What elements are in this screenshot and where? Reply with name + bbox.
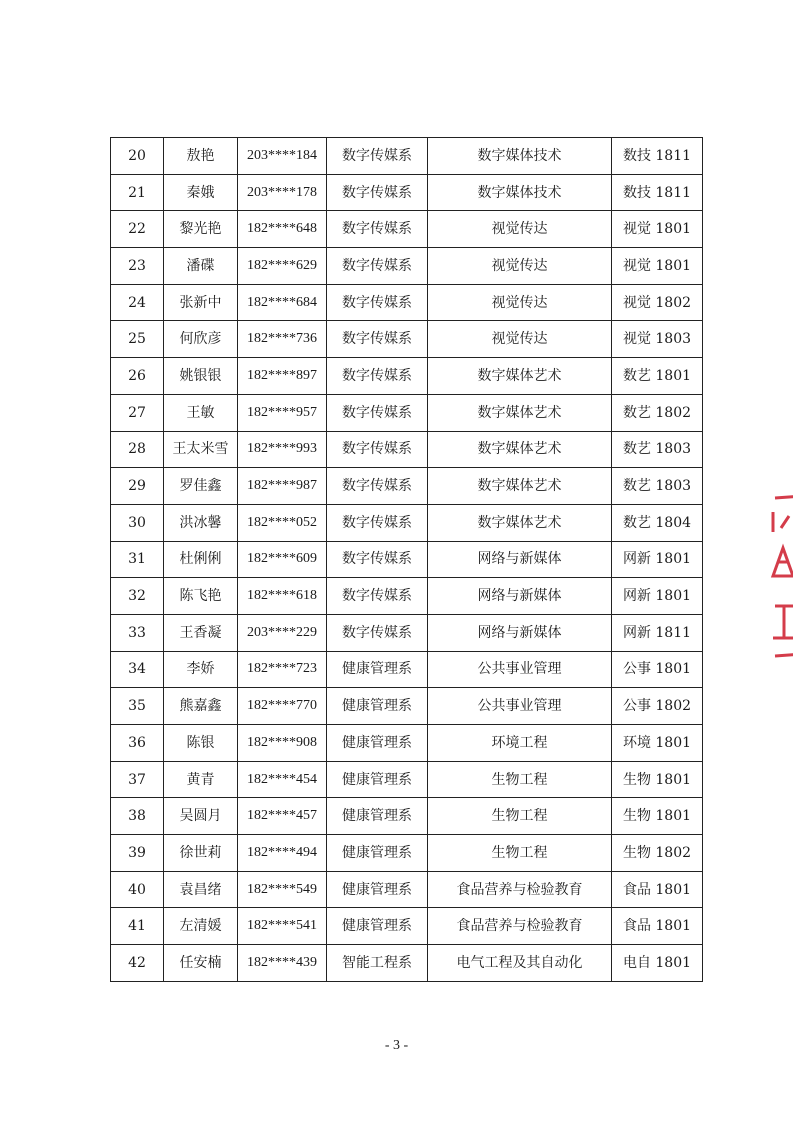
cell-phone: 203****229 bbox=[238, 614, 327, 651]
cell-phone: 203****178 bbox=[238, 174, 327, 211]
cell-name: 王太米雪 bbox=[164, 431, 238, 468]
table-row bbox=[111, 248, 703, 285]
cell-name: 罗佳鑫 bbox=[164, 468, 238, 505]
table-row bbox=[111, 871, 703, 908]
cell-no: 27 bbox=[111, 394, 164, 431]
red-seal-fragment bbox=[763, 488, 793, 658]
cell-major: 电气工程及其自动化 bbox=[428, 945, 612, 982]
cell-name: 熊嘉鑫 bbox=[164, 688, 238, 725]
cell-class: 视觉 1802 bbox=[612, 284, 703, 321]
cell-name: 李娇 bbox=[164, 651, 238, 688]
cell-phone: 182****957 bbox=[238, 394, 327, 431]
cell-name: 张新中 bbox=[164, 284, 238, 321]
cell-no: 26 bbox=[111, 358, 164, 395]
cell-no: 33 bbox=[111, 614, 164, 651]
cell-class: 视觉 1801 bbox=[612, 248, 703, 285]
cell-name: 秦娥 bbox=[164, 174, 238, 211]
cell-name: 吴圆月 bbox=[164, 798, 238, 835]
table-row bbox=[111, 835, 703, 872]
cell-no: 41 bbox=[111, 908, 164, 945]
student-roster-table bbox=[110, 137, 703, 982]
table-row bbox=[111, 761, 703, 798]
table-row bbox=[111, 541, 703, 578]
cell-name: 袁昌绪 bbox=[164, 871, 238, 908]
cell-class: 电自 1801 bbox=[612, 945, 703, 982]
cell-no: 24 bbox=[111, 284, 164, 321]
cell-no: 34 bbox=[111, 651, 164, 688]
cell-no: 25 bbox=[111, 321, 164, 358]
cell-no: 32 bbox=[111, 578, 164, 615]
cell-dept: 数字传媒系 bbox=[327, 394, 428, 431]
cell-name: 徐世莉 bbox=[164, 835, 238, 872]
cell-class: 视觉 1803 bbox=[612, 321, 703, 358]
cell-major: 网络与新媒体 bbox=[428, 578, 612, 615]
cell-no: 42 bbox=[111, 945, 164, 982]
cell-dept: 数字传媒系 bbox=[327, 431, 428, 468]
cell-no: 36 bbox=[111, 725, 164, 762]
cell-phone: 182****494 bbox=[238, 835, 327, 872]
cell-dept: 数字传媒系 bbox=[327, 284, 428, 321]
cell-dept: 健康管理系 bbox=[327, 871, 428, 908]
roster-body bbox=[111, 138, 703, 982]
table-row bbox=[111, 651, 703, 688]
cell-class: 数艺 1804 bbox=[612, 504, 703, 541]
cell-major: 视觉传达 bbox=[428, 284, 612, 321]
page-number: - 3 - bbox=[384, 1038, 409, 1053]
cell-no: 37 bbox=[111, 761, 164, 798]
cell-name: 陈银 bbox=[164, 725, 238, 762]
cell-major: 视觉传达 bbox=[428, 211, 612, 248]
cell-major: 生物工程 bbox=[428, 835, 612, 872]
cell-major: 数字媒体技术 bbox=[428, 174, 612, 211]
cell-major: 网络与新媒体 bbox=[428, 614, 612, 651]
cell-phone: 182****684 bbox=[238, 284, 327, 321]
cell-phone: 182****993 bbox=[238, 431, 327, 468]
cell-major: 视觉传达 bbox=[428, 321, 612, 358]
cell-name: 杜俐俐 bbox=[164, 541, 238, 578]
cell-no: 29 bbox=[111, 468, 164, 505]
cell-class: 生物 1801 bbox=[612, 798, 703, 835]
cell-dept: 数字传媒系 bbox=[327, 578, 428, 615]
table-row bbox=[111, 725, 703, 762]
table-row bbox=[111, 358, 703, 395]
cell-dept: 健康管理系 bbox=[327, 835, 428, 872]
cell-no: 35 bbox=[111, 688, 164, 725]
cell-phone: 182****723 bbox=[238, 651, 327, 688]
cell-class: 网新 1801 bbox=[612, 578, 703, 615]
cell-dept: 数字传媒系 bbox=[327, 138, 428, 175]
cell-phone: 182****052 bbox=[238, 504, 327, 541]
cell-class: 数艺 1801 bbox=[612, 358, 703, 395]
cell-no: 21 bbox=[111, 174, 164, 211]
cell-major: 食品营养与检验教育 bbox=[428, 871, 612, 908]
cell-major: 数字媒体技术 bbox=[428, 138, 612, 175]
table-row bbox=[111, 284, 703, 321]
cell-phone: 182****897 bbox=[238, 358, 327, 395]
cell-class: 网新 1801 bbox=[612, 541, 703, 578]
cell-major: 生物工程 bbox=[428, 798, 612, 835]
cell-major: 食品营养与检验教育 bbox=[428, 908, 612, 945]
cell-dept: 数字传媒系 bbox=[327, 358, 428, 395]
cell-dept: 数字传媒系 bbox=[327, 174, 428, 211]
table-row bbox=[111, 908, 703, 945]
table-row bbox=[111, 945, 703, 982]
cell-phone: 182****987 bbox=[238, 468, 327, 505]
table-row bbox=[111, 578, 703, 615]
table-row bbox=[111, 688, 703, 725]
cell-class: 公事 1802 bbox=[612, 688, 703, 725]
cell-dept: 健康管理系 bbox=[327, 908, 428, 945]
table-row bbox=[111, 211, 703, 248]
cell-phone: 182****457 bbox=[238, 798, 327, 835]
cell-major: 数字媒体艺术 bbox=[428, 394, 612, 431]
cell-class: 生物 1802 bbox=[612, 835, 703, 872]
cell-phone: 182****908 bbox=[238, 725, 327, 762]
cell-major: 数字媒体艺术 bbox=[428, 358, 612, 395]
cell-class: 生物 1801 bbox=[612, 761, 703, 798]
cell-dept: 健康管理系 bbox=[327, 761, 428, 798]
cell-phone: 182****629 bbox=[238, 248, 327, 285]
table-row bbox=[111, 504, 703, 541]
cell-dept: 数字传媒系 bbox=[327, 321, 428, 358]
cell-dept: 数字传媒系 bbox=[327, 541, 428, 578]
cell-no: 31 bbox=[111, 541, 164, 578]
cell-phone: 203****184 bbox=[238, 138, 327, 175]
cell-no: 38 bbox=[111, 798, 164, 835]
cell-phone: 182****609 bbox=[238, 541, 327, 578]
cell-dept: 数字传媒系 bbox=[327, 504, 428, 541]
cell-name: 王敏 bbox=[164, 394, 238, 431]
table-row bbox=[111, 394, 703, 431]
cell-name: 任安楠 bbox=[164, 945, 238, 982]
cell-class: 环境 1801 bbox=[612, 725, 703, 762]
cell-dept: 健康管理系 bbox=[327, 798, 428, 835]
cell-class: 食品 1801 bbox=[612, 871, 703, 908]
cell-phone: 182****454 bbox=[238, 761, 327, 798]
cell-name: 黎光艳 bbox=[164, 211, 238, 248]
cell-class: 网新 1811 bbox=[612, 614, 703, 651]
cell-class: 数艺 1802 bbox=[612, 394, 703, 431]
cell-name: 姚银银 bbox=[164, 358, 238, 395]
cell-name: 左清媛 bbox=[164, 908, 238, 945]
cell-major: 生物工程 bbox=[428, 761, 612, 798]
cell-no: 28 bbox=[111, 431, 164, 468]
cell-no: 30 bbox=[111, 504, 164, 541]
cell-class: 数艺 1803 bbox=[612, 431, 703, 468]
cell-class: 数技 1811 bbox=[612, 174, 703, 211]
cell-major: 公共事业管理 bbox=[428, 651, 612, 688]
cell-major: 网络与新媒体 bbox=[428, 541, 612, 578]
table-row bbox=[111, 468, 703, 505]
cell-name: 何欣彦 bbox=[164, 321, 238, 358]
cell-name: 洪冰馨 bbox=[164, 504, 238, 541]
cell-phone: 182****736 bbox=[238, 321, 327, 358]
table-row bbox=[111, 138, 703, 175]
cell-major: 数字媒体艺术 bbox=[428, 431, 612, 468]
table-row bbox=[111, 798, 703, 835]
cell-major: 环境工程 bbox=[428, 725, 612, 762]
cell-dept: 健康管理系 bbox=[327, 688, 428, 725]
cell-dept: 数字传媒系 bbox=[327, 211, 428, 248]
cell-dept: 智能工程系 bbox=[327, 945, 428, 982]
cell-name: 黄青 bbox=[164, 761, 238, 798]
table-row bbox=[111, 321, 703, 358]
cell-phone: 182****648 bbox=[238, 211, 327, 248]
cell-dept: 数字传媒系 bbox=[327, 248, 428, 285]
cell-major: 数字媒体艺术 bbox=[428, 504, 612, 541]
cell-class: 视觉 1801 bbox=[612, 211, 703, 248]
table-row bbox=[111, 614, 703, 651]
cell-phone: 182****770 bbox=[238, 688, 327, 725]
cell-name: 敖艳 bbox=[164, 138, 238, 175]
cell-no: 22 bbox=[111, 211, 164, 248]
cell-class: 数技 1811 bbox=[612, 138, 703, 175]
table-row bbox=[111, 431, 703, 468]
cell-dept: 数字传媒系 bbox=[327, 468, 428, 505]
cell-name: 陈飞艳 bbox=[164, 578, 238, 615]
cell-dept: 健康管理系 bbox=[327, 725, 428, 762]
cell-name: 王香凝 bbox=[164, 614, 238, 651]
cell-name: 潘碟 bbox=[164, 248, 238, 285]
cell-class: 数艺 1803 bbox=[612, 468, 703, 505]
cell-no: 39 bbox=[111, 835, 164, 872]
cell-phone: 182****549 bbox=[238, 871, 327, 908]
cell-phone: 182****541 bbox=[238, 908, 327, 945]
cell-major: 视觉传达 bbox=[428, 248, 612, 285]
cell-class: 食品 1801 bbox=[612, 908, 703, 945]
cell-phone: 182****618 bbox=[238, 578, 327, 615]
cell-class: 公事 1801 bbox=[612, 651, 703, 688]
cell-no: 23 bbox=[111, 248, 164, 285]
cell-major: 数字媒体艺术 bbox=[428, 468, 612, 505]
table-row bbox=[111, 174, 703, 211]
cell-dept: 健康管理系 bbox=[327, 651, 428, 688]
cell-no: 40 bbox=[111, 871, 164, 908]
cell-major: 公共事业管理 bbox=[428, 688, 612, 725]
cell-phone: 182****439 bbox=[238, 945, 327, 982]
cell-dept: 数字传媒系 bbox=[327, 614, 428, 651]
cell-no: 20 bbox=[111, 138, 164, 175]
